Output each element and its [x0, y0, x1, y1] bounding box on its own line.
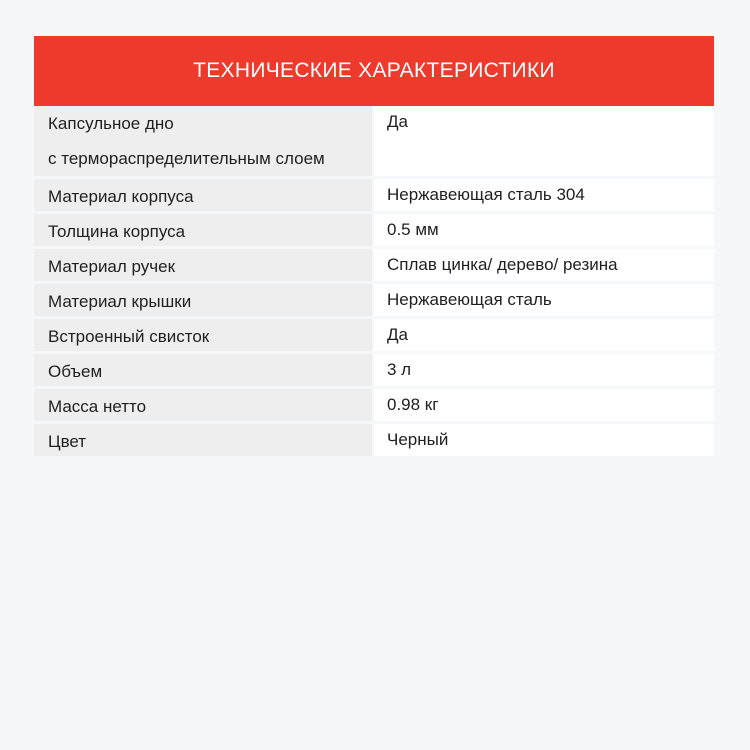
spec-label-cell: [34, 318, 373, 353]
spec-value-cell: [373, 248, 714, 283]
spec-value: Да: [387, 325, 408, 344]
spec-value: 3 л: [387, 360, 412, 379]
spec-row-lid-material: [34, 283, 714, 318]
spec-label-cell: [34, 283, 373, 318]
spec-label-cell: [34, 353, 373, 388]
spec-label: Материал ручек: [48, 257, 176, 276]
spec-label: Встроенный свисток: [48, 327, 210, 346]
spec-value-cell: [373, 178, 714, 213]
spec-label-line-1: Капсульное дно: [48, 114, 174, 133]
spec-value-cell: [373, 106, 714, 178]
spec-value-cell: [373, 213, 714, 248]
spec-label-cell: [34, 388, 373, 423]
spec-value: Нержавеющая сталь 304: [387, 185, 585, 204]
spec-value-cell: [373, 353, 714, 388]
spec-label: Материал корпуса: [48, 187, 194, 206]
spec-row-capsule-bottom: [34, 106, 714, 178]
spec-label: Материал крышки: [48, 292, 192, 311]
spec-value: Черный: [387, 430, 449, 449]
spec-label-line-2: с термораспределительным слоем: [48, 149, 325, 168]
spec-value-cell: [373, 388, 714, 423]
spec-value-cell: [373, 318, 714, 353]
specifications-card: [34, 36, 714, 459]
spec-value-cell: [373, 283, 714, 318]
spec-row-body-thickness: [34, 213, 714, 248]
spec-label: Масса нетто: [48, 397, 147, 416]
spec-value: Сплав цинка/ дерево/ резина: [387, 255, 618, 274]
spec-label: Толщина корпуса: [48, 222, 186, 241]
spec-row-net-weight: [34, 388, 714, 423]
spec-label-cell: [34, 423, 373, 458]
spec-label: Объем: [48, 362, 103, 381]
spec-label: Цвет: [48, 432, 87, 451]
spec-value: Нержавеющая сталь: [387, 290, 552, 309]
spec-value: Да: [387, 112, 408, 131]
specifications-title: ТЕХНИЧЕСКИЕ ХАРАКТЕРИСТИКИ: [193, 59, 555, 82]
spec-row-body-material: [34, 178, 714, 213]
spec-value-cell: [373, 423, 714, 458]
spec-label-cell: [34, 178, 373, 213]
spec-label-cell: [34, 248, 373, 283]
spec-row-handle-material: [34, 248, 714, 283]
spec-value: 0.5 мм: [387, 220, 439, 239]
spec-label-cell: [34, 106, 373, 178]
specifications-header: [34, 36, 714, 106]
specifications-table: [34, 106, 714, 459]
spec-label-cell: [34, 213, 373, 248]
spec-value: 0.98 кг: [387, 395, 439, 414]
spec-row-volume: [34, 353, 714, 388]
spec-row-whistle: [34, 318, 714, 353]
spec-row-color: [34, 423, 714, 458]
